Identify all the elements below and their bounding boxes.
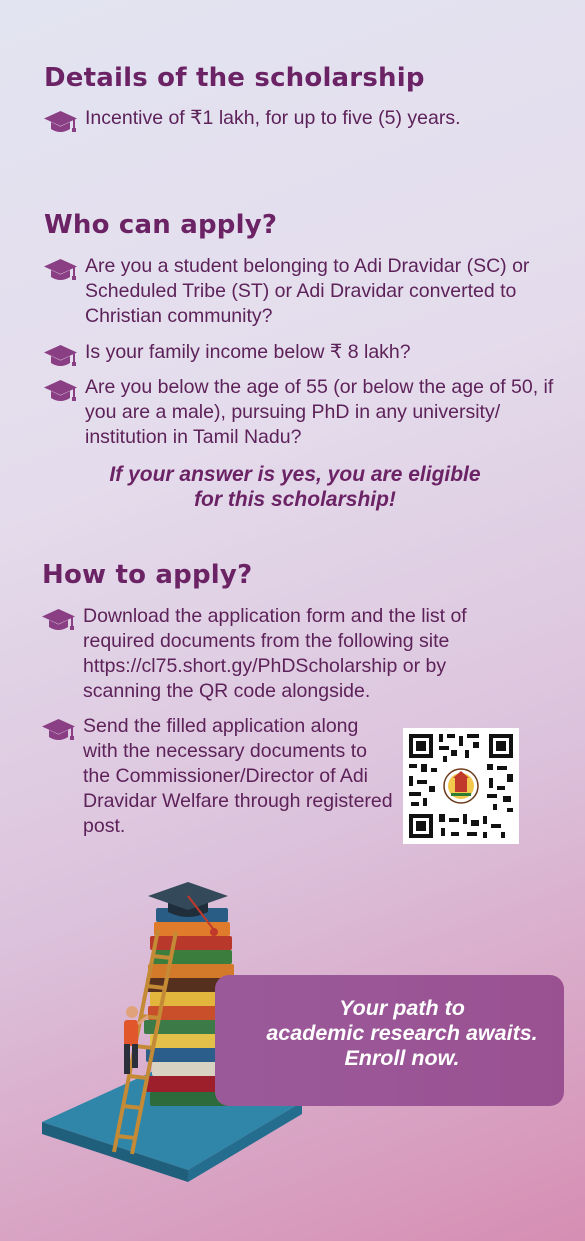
graduation-cap-icon	[42, 718, 75, 744]
qr-code[interactable]	[403, 728, 519, 844]
who-item	[44, 375, 554, 450]
graduation-cap-icon	[42, 608, 75, 634]
graduation-cap-icon	[44, 258, 77, 284]
graduation-cap-icon	[44, 344, 77, 370]
eligibility-statement	[60, 462, 530, 512]
who-item-text: Are you below the age of 55 (or below the age of 50, if you are a male), pursuing PhD in any university/ institution in Tamil Nadu?	[85, 376, 554, 448]
cta-line: Enroll now.	[344, 1046, 460, 1070]
who-heading: Who can apply?	[44, 210, 278, 240]
who-item-text: Are you a student belonging to Adi Dravidar (SC) or Scheduled Tribe (ST) or Adi Dravidar converted to Christian community?	[85, 255, 530, 327]
how-item-text: Download the application form and the list of required documents from the following site https://cl75.short.gy/PhDScholarship or by scanning the QR code alongside.	[83, 605, 467, 702]
who-item	[44, 340, 554, 365]
cta-banner-text	[252, 996, 552, 1071]
how-item	[42, 604, 552, 704]
how-item-text: Send the filled application along with the necessary documents to the Commissioner/Director of Adi Dravidar Welfare through registered post.	[83, 715, 393, 837]
cta-line: Your path to	[339, 996, 465, 1020]
details-heading: Details of the scholarship	[44, 63, 425, 93]
how-item	[42, 714, 393, 839]
who-item-text: Is your family income below ₹ 8 lakh?	[85, 341, 411, 363]
how-heading: How to apply?	[42, 560, 253, 590]
cta-line: academic research awaits.	[266, 1021, 538, 1045]
graduation-cap-icon	[44, 110, 77, 136]
who-item	[44, 254, 554, 329]
eligibility-line: for this scholarship!	[194, 488, 396, 511]
details-item	[44, 106, 554, 131]
eligibility-line: If your answer is yes, you are eligible	[109, 463, 481, 486]
qr-code-graphic	[403, 728, 519, 844]
graduation-cap-icon	[44, 379, 77, 405]
details-item-text: Incentive of ₹1 lakh, for up to five (5) years.	[85, 107, 461, 129]
